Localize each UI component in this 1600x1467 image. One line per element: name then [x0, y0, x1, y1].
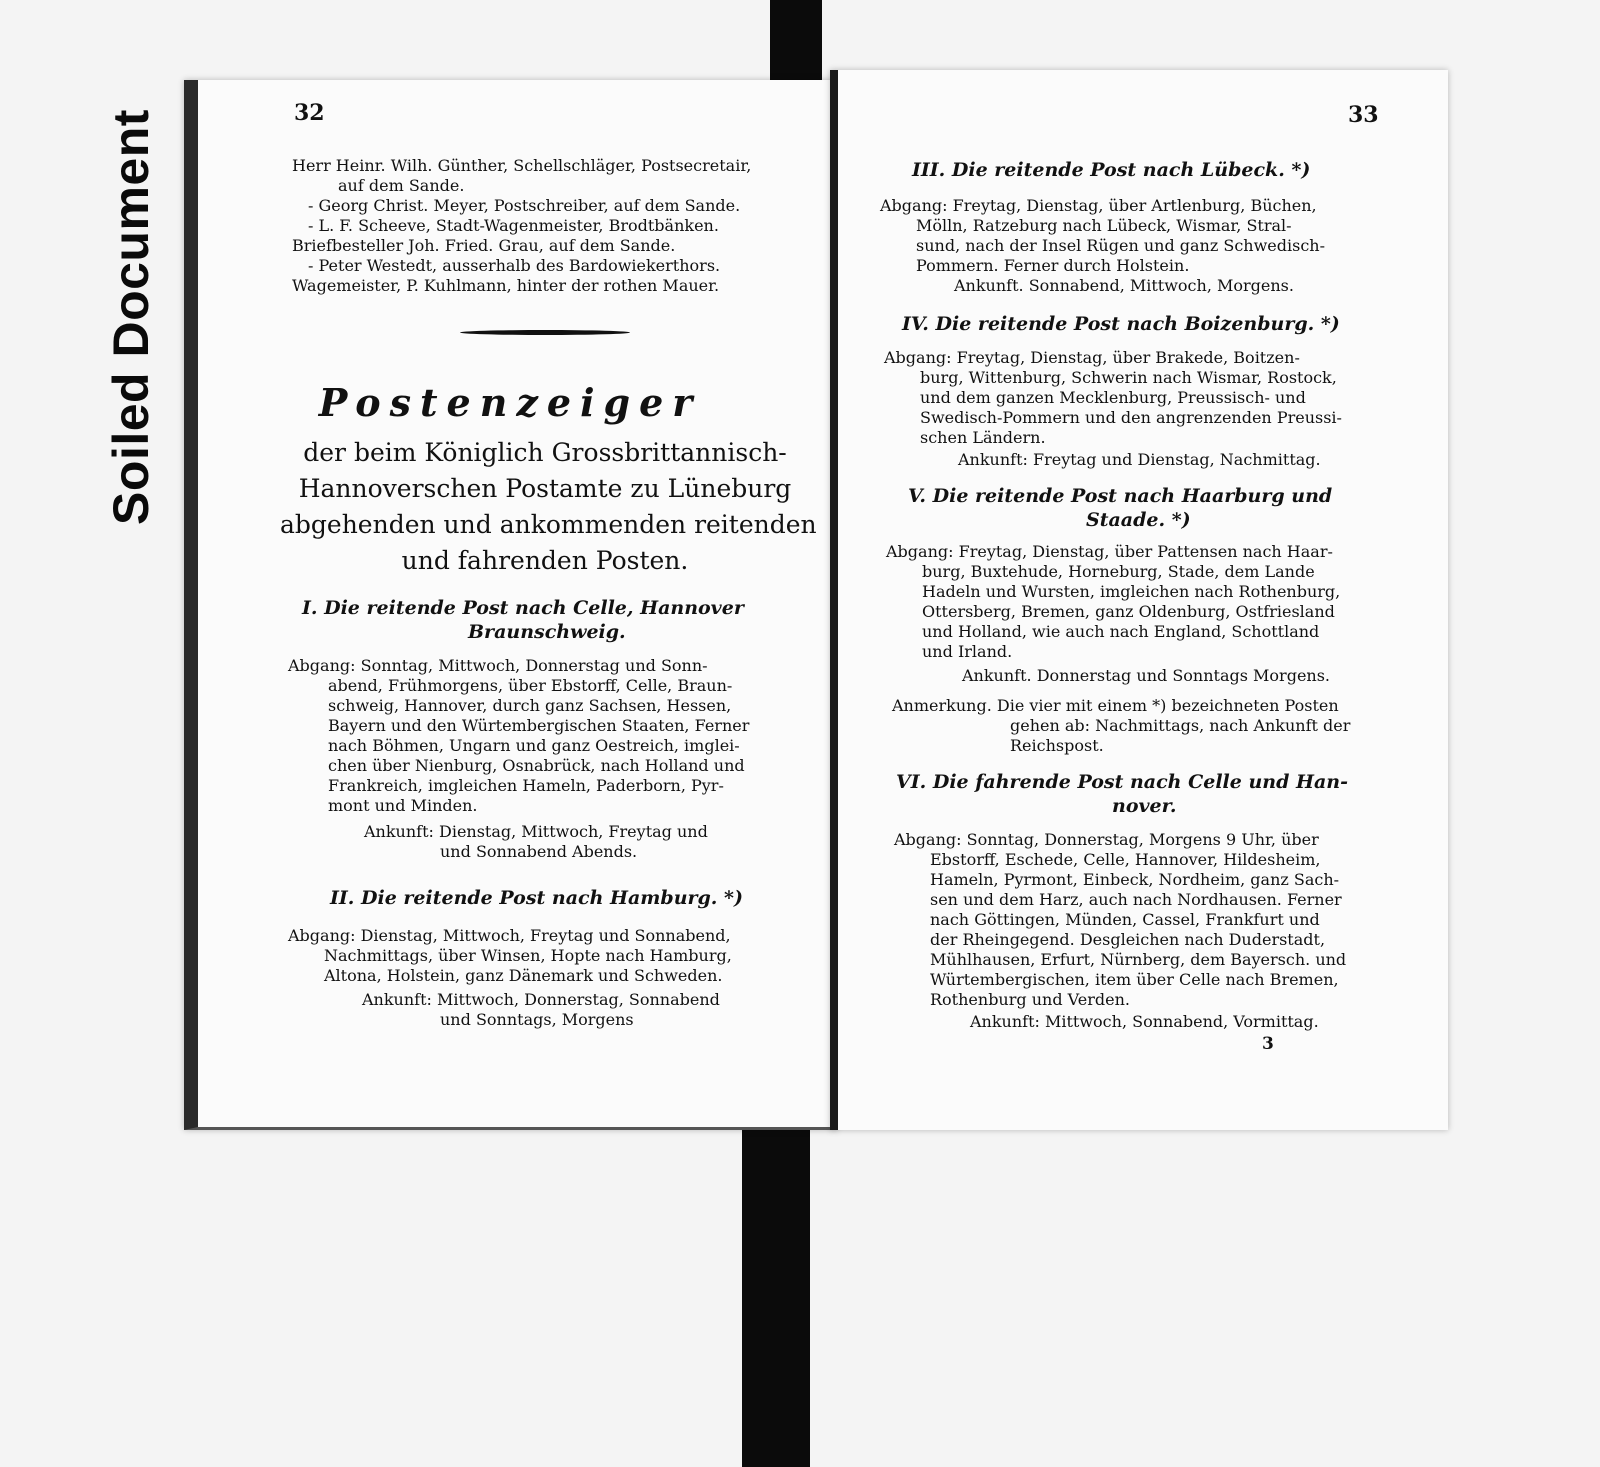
section-heading: nover. [1112, 795, 1177, 817]
signature-mark: 3 [1262, 1034, 1274, 1054]
subtitle-line: abgehenden und ankommenden reitenden [280, 510, 817, 539]
abgang-line: Abgang: Freytag, Dienstag, über Artlenburg, Büchen, [880, 196, 1317, 215]
stamp-text: Soiled Document [103, 109, 159, 525]
note-line: Reichspost. [1010, 736, 1104, 755]
abgang-line: nach Göttingen, Münden, Cassel, Frankfurt und [930, 910, 1320, 929]
soiled-document-stamp [104, 62, 158, 572]
subtitle-line: der beim Königlich Grossbrittannisch- [303, 438, 787, 467]
abgang-line: sen und dem Harz, auch nach Nordhausen. Ferner [930, 890, 1342, 909]
abgang-line: abend, Frühmorgens, über Ebstorff, Celle, Braun- [328, 676, 733, 695]
abgang-line: und Irland. [922, 642, 1013, 661]
section-heading: I. Die reitende Post nach Celle, Hannover [302, 597, 744, 619]
abgang-line: Altona, Holstein, ganz Dänemark und Schweden. [324, 966, 723, 985]
abgang-line: Hameln, Pyrmont, Einbeck, Nordheim, ganz Sach- [930, 870, 1340, 889]
abgang-line: mont und Minden. [328, 796, 478, 815]
staff-line: - Georg Christ. Meyer, Postschreiber, auf dem Sande. [308, 196, 741, 215]
ankunft-line: Ankunft: Mittwoch, Sonnabend, Vormittag. [970, 1012, 1319, 1031]
document-title: Postenzeiger [318, 380, 702, 425]
abgang-line: schweig, Hannover, durch ganz Sachsen, Hessen, [328, 696, 732, 715]
ankunft-line: und Sonnabend Abends. [440, 842, 638, 861]
abgang-line: sund, nach der Insel Rügen und ganz Schwedisch- [916, 236, 1326, 255]
abgang-line: schen Ländern. [920, 428, 1046, 447]
section-heading: V. Die reitende Post nach Haarburg und [908, 485, 1333, 507]
abgang-line: Abgang: Freytag, Dienstag, über Brakede, Boitzen- [884, 348, 1300, 367]
abgang-line: burg, Buxtehude, Horneburg, Stade, dem Lande [922, 562, 1315, 581]
ankunft-line: Ankunft. Sonnabend, Mittwoch, Morgens. [954, 276, 1294, 295]
page-number-left: 32 [294, 100, 325, 126]
note-line: gehen ab: Nachmittags, nach Ankunft der [1010, 716, 1351, 735]
binding-strip-bottom [742, 1112, 810, 1467]
abgang-line: Abgang: Sonntag, Mittwoch, Donnerstag und Sonn- [288, 656, 708, 675]
abgang-line: chen über Nienburg, Osnabrück, nach Holland und [328, 756, 745, 775]
ankunft-line: Ankunft: Freytag und Dienstag, Nachmittag. [958, 450, 1321, 469]
abgang-line: Hadeln und Wursten, imgleichen nach Rothenburg, [922, 582, 1341, 601]
staff-line: - L. F. Scheeve, Stadt-Wagenmeister, Brodtbänken. [308, 216, 719, 235]
subtitle-line: und fahrenden Posten. [401, 546, 689, 575]
abgang-line: Abgang: Freytag, Dienstag, über Pattensen nach Haar- [886, 542, 1333, 561]
ankunft-line: und Sonntags, Morgens [440, 1010, 634, 1029]
abgang-line: Abgang: Sonntag, Donnerstag, Morgens 9 Uhr, über [894, 830, 1319, 849]
abgang-line: nach Böhmen, Ungarn und ganz Oestreich, imglei- [328, 736, 740, 755]
section-heading: VI. Die fahrende Post nach Celle und Han- [896, 771, 1348, 793]
abgang-line: Mölln, Ratzeburg nach Lübeck, Wismar, Stral- [916, 216, 1292, 235]
abgang-line: Swedisch-Pommern und den angrenzenden Preussi- [920, 408, 1342, 427]
staff-line: auf dem Sande. [338, 176, 465, 195]
abgang-line: Pommern. Ferner durch Holstein. [916, 256, 1190, 275]
ornamental-rule [460, 330, 630, 335]
staff-line: Wagemeister, P. Kuhlmann, hinter der rothen Mauer. [292, 276, 720, 295]
abgang-line: Abgang: Dienstag, Mittwoch, Freytag und Sonnabend, [288, 926, 731, 945]
abgang-line: Rothenburg und Verden. [930, 990, 1130, 1009]
abgang-line: Mühlhausen, Erfurt, Nürnberg, dem Bayersch. und [930, 950, 1347, 969]
abgang-line: Bayern und den Würtembergischen Staaten, Ferner [328, 716, 750, 735]
abgang-line: burg, Wittenburg, Schwerin nach Wismar, Rostock, [920, 368, 1337, 387]
abgang-line: Ottersberg, Bremen, ganz Oldenburg, Ostfriesland [922, 602, 1335, 621]
abgang-line: Nachmittags, über Winsen, Hopte nach Hamburg, [324, 946, 732, 965]
abgang-line: Ebstorff, Eschede, Celle, Hannover, Hildesheim, [930, 850, 1321, 869]
staff-line: Briefbesteller Joh. Fried. Grau, auf dem Sande. [292, 236, 676, 255]
staff-line: Herr Heinr. Wilh. Günther, Schellschläger, Postsecretair, [292, 156, 752, 175]
ankunft-line: Ankunft: Dienstag, Mittwoch, Freytag und [364, 822, 708, 841]
abgang-line: Frankreich, imgleichen Hameln, Paderborn, Pyr- [328, 776, 724, 795]
section-heading: II. Die reitende Post nach Hamburg. *) [330, 887, 743, 909]
abgang-line: der Rheingegend. Desgleichen nach Duderstadt, [930, 930, 1326, 949]
ankunft-line: Ankunft. Donnerstag und Sonntags Morgens. [962, 666, 1331, 685]
section-heading: IV. Die reitende Post nach Boizenburg. *) [902, 313, 1340, 335]
abgang-line: und Holland, wie auch nach England, Schottland [922, 622, 1320, 641]
binding-strip-top [770, 0, 822, 92]
staff-line: - Peter Westedt, ausserhalb des Bardowiekerthors. [308, 256, 721, 275]
subtitle-line: Hannoverschen Postamte zu Lüneburg [298, 474, 792, 503]
section-heading: Staade. *) [1086, 509, 1191, 531]
section-heading: III. Die reitende Post nach Lübeck. *) [912, 159, 1311, 181]
ankunft-line: Ankunft: Mittwoch, Donnerstag, Sonnabend [362, 990, 720, 1009]
abgang-line: und dem ganzen Mecklenburg, Preussisch- und [920, 388, 1306, 407]
note-line: Anmerkung. Die vier mit einem *) bezeichneten Posten [892, 696, 1339, 715]
abgang-line: Würtembergischen, item über Celle nach Bremen, [930, 970, 1339, 989]
page-number-right: 33 [1348, 102, 1379, 128]
section-heading: Braunschweig. [468, 621, 626, 643]
